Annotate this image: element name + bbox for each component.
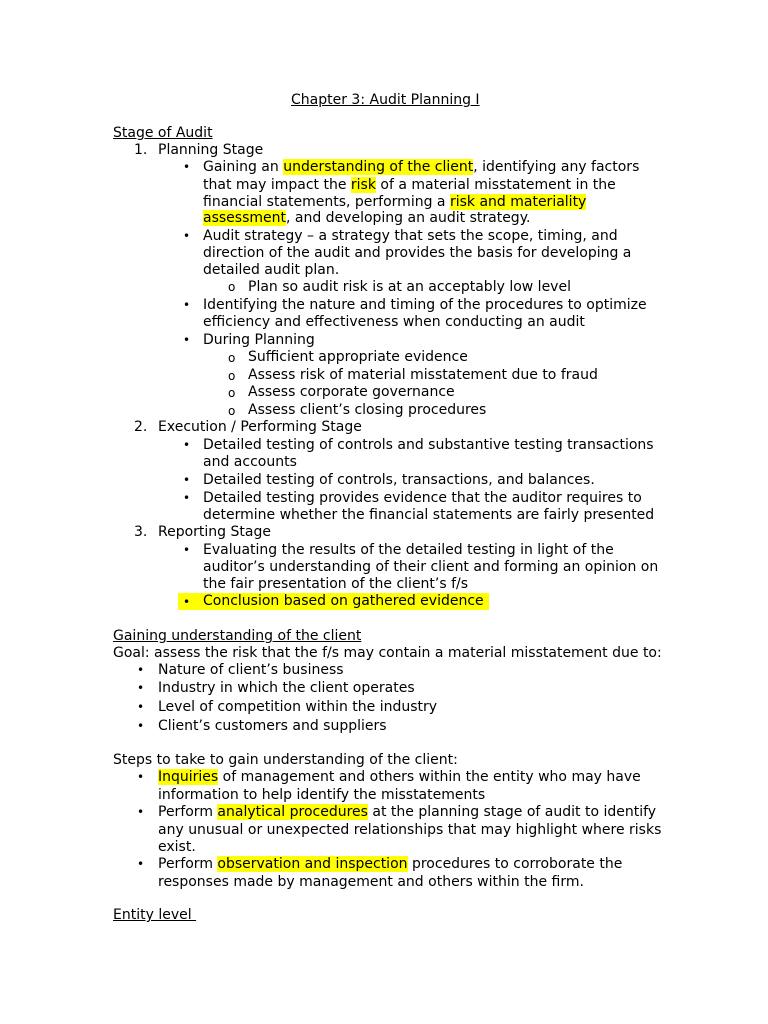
text-line: Identifying the nature and timing of the procedures to optimize [203,297,647,313]
highlighted-conclusion: Conclusion based on gathered evidence [178,593,489,610]
text-line: responses made by management and others within the firm. [158,874,584,890]
list-number: 2. [134,419,148,435]
text-line: assessment, and developing an audit strategy. [203,210,531,226]
highlight: analytical procedures [217,804,368,820]
text-line: determine whether the financial statements are fairly presented [203,507,655,523]
circle-bullet-icon: o [228,369,236,383]
text-line: Perform observation and inspection procedures to corroborate the [158,856,623,872]
text-line: any unusual or unexpected relationships that may highlight where risks [158,822,662,838]
bullet-icon: • [183,160,191,174]
highlight: observation and inspection [217,856,408,872]
highlight: Inquiries [158,769,219,785]
bullet-icon: • [183,491,191,505]
bullet-icon: • [183,438,191,452]
list-item: Client’s customers and suppliers [158,718,387,734]
circle-bullet-icon: o [228,386,236,400]
circle-bullet-icon: o [228,404,236,418]
bullet-icon: • [183,543,191,557]
bullet-icon: • [183,333,191,347]
bullet-icon: • [137,663,145,677]
highlight: risk and materiality [449,194,587,210]
list-item: Nature of client’s business [158,662,344,678]
text-line: During Planning [203,332,315,348]
bullet-icon: • [137,681,145,695]
bullet-icon: • [137,719,145,733]
text-line: exist. [158,839,196,855]
bullet-icon: • [137,857,145,871]
list-item: Assess corporate governance [248,384,455,400]
bullet-icon: • [183,595,191,609]
text-line: auditor’s understanding of their client and forming an opinion on [203,559,659,575]
execution-stage-label: Execution / Performing Stage [158,419,362,435]
list-item: Assess risk of material misstatement due to fraud [248,367,598,383]
text-line: direction of the audit and provides the basis for developing a [203,245,632,261]
entity-level-heading: Entity level [113,907,197,923]
highlight: risk [350,177,376,193]
text-line: financial statements, performing a risk and materiality [203,194,587,210]
text-line: Detailed testing of controls, transactions, and balances. [203,472,595,488]
text-line: Detailed testing of controls and substantive testing transactions [203,437,654,453]
list-item: Industry in which the client operates [158,680,415,696]
text-line: Audit strategy – a strategy that sets the scope, timing, and [203,228,618,244]
highlight: assessment [203,210,286,226]
text-line: Plan so audit risk is at an acceptably low level [248,279,571,295]
text-line: Evaluating the results of the detailed testing in light of the [203,542,614,558]
bullet-icon: • [137,805,145,819]
list-number: 1. [134,142,148,158]
list-item: Assess client’s closing procedures [248,402,487,418]
list-item: Level of competition within the industry [158,699,438,715]
goal-text: Goal: assess the risk that the f/s may contain a material misstatement due to: [113,645,662,661]
steps-heading: Steps to take to gain understanding of the client: [113,752,458,768]
page-title: Chapter 3: Audit Planning I [291,92,480,108]
circle-bullet-icon: o [228,351,236,365]
bullet-icon: • [183,298,191,312]
text-line: that may impact the risk of a material misstatement in the [203,177,616,193]
list-number: 3. [134,524,148,540]
text-line: Gaining an understanding of the client, identifying any factors [203,159,640,175]
text-line: and accounts [203,454,297,470]
text-line: detailed audit plan. [203,262,340,278]
text-line: Detailed testing provides evidence that the auditor requires to [203,490,642,506]
stage-of-audit-heading: Stage of Audit [113,125,213,141]
list-item: Sufficient appropriate evidence [248,349,468,365]
bullet-icon: • [183,473,191,487]
text-line: the fair presentation of the client’s f/s [203,576,469,592]
highlight: understanding of the client [283,159,474,175]
bullet-icon: • [137,700,145,714]
planning-stage-label: Planning Stage [158,142,264,158]
reporting-stage-label: Reporting Stage [158,524,271,540]
bullet-icon: • [137,770,145,784]
text-line: Perform analytical procedures at the planning stage of audit to identify [158,804,657,820]
text-line: efficiency and effectiveness when conducting an audit [203,314,585,330]
gaining-understanding-heading: Gaining understanding of the client [113,628,362,644]
text-line: Inquiries of management and others within the entity who may have [158,769,641,785]
bullet-icon: • [183,229,191,243]
circle-bullet-icon: o [228,280,236,294]
text-line: information to help identify the misstatements [158,787,486,803]
